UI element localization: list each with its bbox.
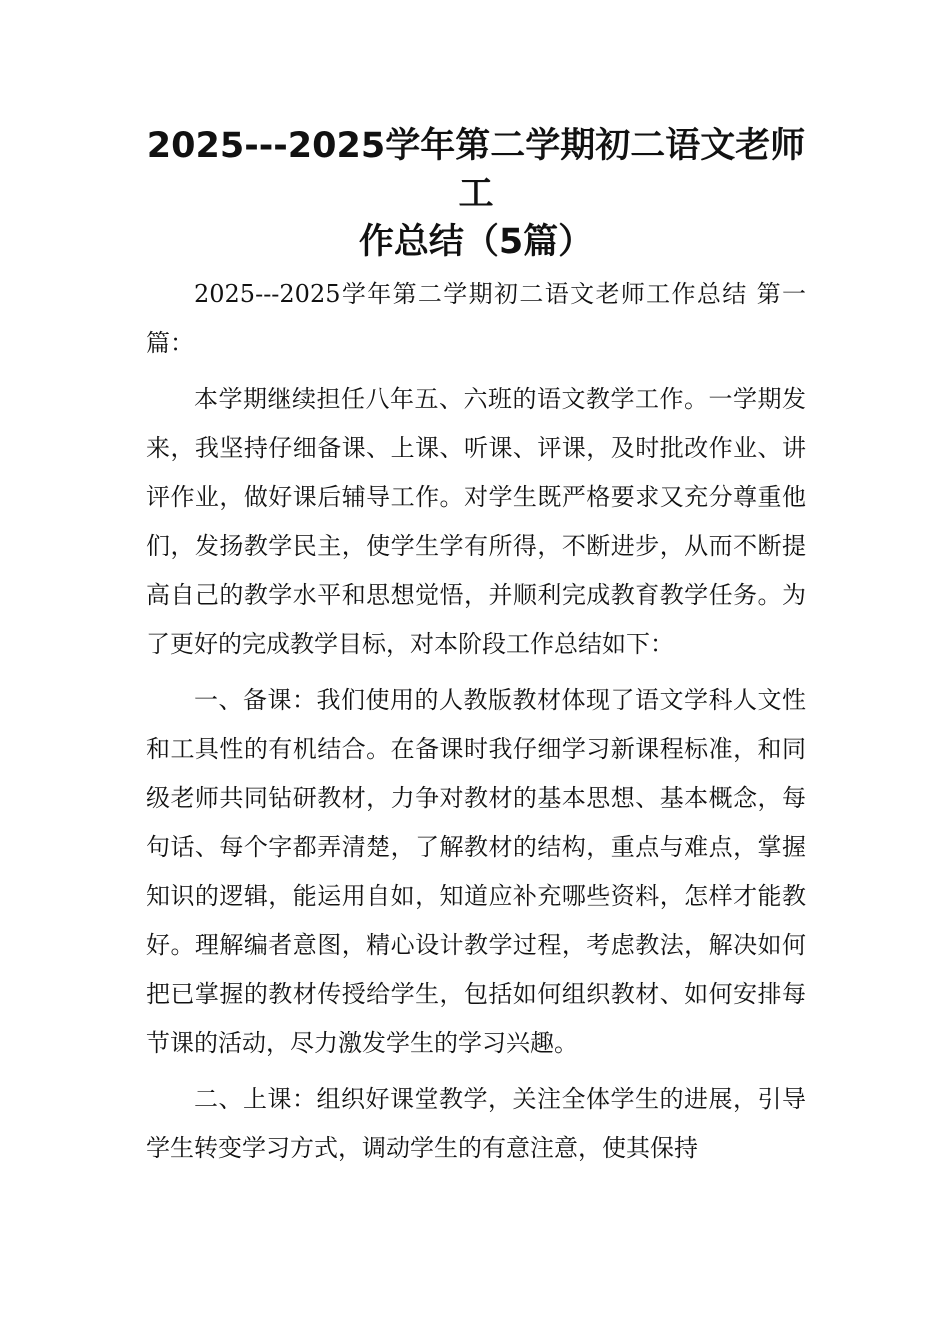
- paragraph-heading: 2025---2025学年第二学期初二语文老师工作总结 第一篇：: [146, 280, 806, 357]
- document-body: [146, 270, 806, 1173]
- paragraph-teaching: 二、上课：组织好课堂教学，关注全体学生的进展，引导学生转变学习方式，调动学生的有意注意，使其保持: [146, 1085, 806, 1162]
- document-page: [146, 122, 806, 1180]
- paragraph-intro: 本学期继续担任八年五、六班的语文教学工作。一学期发来，我坚持仔细备课、上课、听课、评课，及时批改作业、讲评作业，做好课后辅导工作。对学生既严格要求又充分尊重他们，发扬教学民主，使学生学有所得，不断进步，从而不断提高自己的教学水平和思想觉悟，并顺利完成教育教学任务。为了更好的完成教学目标，对本阶段工作总结如下：: [146, 385, 806, 658]
- paragraph-lesson-prep: 一、备课：我们使用的人教版教材体现了语文学科人文性和工具性的有机结合。在备课时我仔细学习新课程标准，和同级老师共同钻研教材，力争对教材的基本思想、基本概念，每句话、每个字都弄清楚，了解教材的结构，重点与难点，掌握知识的逻辑，能运用自如，知道应补充哪些资料，怎样才能教好。理解编者意图，精心设计教学过程，考虑教法，解决如何把已掌握的教材传授给学生，包括如何组织教材、如何安排每节课的活动，尽力激发学生的学习兴趣。: [146, 686, 806, 1057]
- title-line-2: 作总结（5篇）: [358, 222, 594, 262]
- title-line-1: 2025---2025学年第二学期初二语文老师工: [146, 126, 806, 214]
- document-title: [146, 122, 806, 266]
